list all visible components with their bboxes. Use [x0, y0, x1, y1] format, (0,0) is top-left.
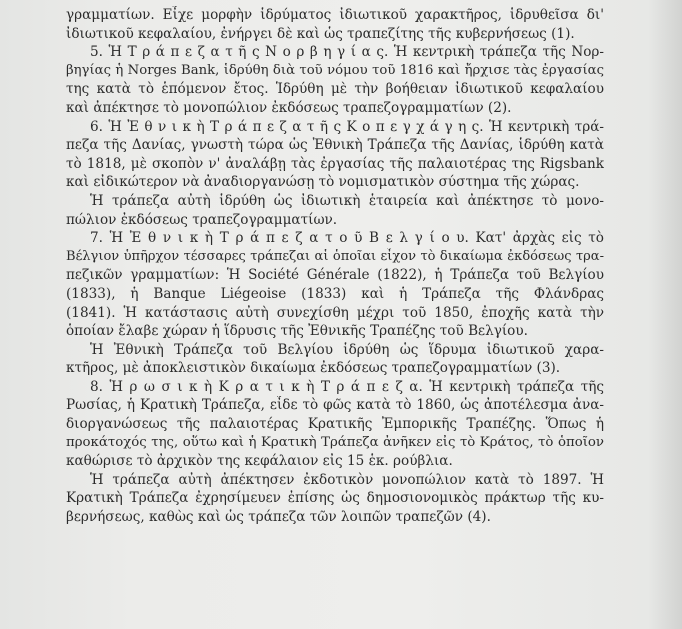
text-line: καὶ εἰδικώτερον νὰ ἀναδιοργανώσῃ τὸ νομισματικὸν σύστημα τῆς χώρας.: [66, 174, 580, 191]
text-line: (1841). Ἡ κατάστασις αὐτὴ συνεχίσθη μέχρι τοῦ 1850, ἐποχῆς κατὰ τὴν: [66, 304, 604, 321]
text-line: της κατὰ τὸ ἑπόμενον ἔτος. Ἱδρύθη μὲ τὴν βοήθειαν ἰδιωτικοῦ κεφαλαίου: [66, 81, 604, 98]
section-5-heading-line: 5. Ἡ Τ ρ ά π ε ζ α τ ῆ ς Ν ο ρ β η γ ί α ς. Ἡ κεντρικὴ τράπεζα τῆς Νορ-: [90, 44, 604, 61]
text-line: Ρωσίας, ἡ Κρατικὴ Τράπεζα, εἶδε τὸ φῶς κατὰ τὸ 1860, ὡς ἀποτέλεσμα ἀνα-: [66, 397, 604, 414]
text-line: διοργανώσεως τῆς παλαιοτέρας Κρατικῆς Ἐμπορικῆς Τραπέζης. Ὅπως ἡ: [66, 416, 604, 433]
text-line: Βέλγιον ὑπῆρχον τέσσαρες τράπεζαι αἱ ὁποῖαι εἶχον τὸ δικαίωμα ἐκδόσεως τρα-: [66, 248, 604, 264]
page-edge-shadow: [648, 0, 682, 629]
text-line: Ἡ Ἐθνικὴ Τράπεζα τοῦ Βελγίου ἱδρύθη ὡς ἵδρυμα ἰδιωτικοῦ χαρα-: [90, 341, 604, 358]
section-6-heading-line: 6. Ἡ Ἐ θ ν ι κ ὴ Τ ρ ά π ε ζ α τ ῆ ς Κ ο π ε γ χ ά γ η ς. Ἡ κεντρικὴ τρά-: [90, 118, 604, 135]
text-line: Ἡ τράπεζα αὐτὴ ἱδρύθη ὡς ἰδιωτικὴ ἑταιρεία καὶ ἀπέκτησε τὸ μονο-: [90, 192, 604, 209]
text-line: ὁποίαν ἔλαβε χώραν ἡ ἵδρυσις τῆς Ἐθνικῆς Τραπέζης τοῦ Βελγίου.: [66, 323, 528, 340]
text-line: Κρατικὴ Τράπεζα ἐχρησίμευεν ἐπίσης ὡς δημοσιονομικὸς πράκτωρ τῆς κυ-: [66, 490, 604, 507]
body-text: [66, 6, 604, 527]
text-line: πώλιον ἐκδόσεως τραπεζογραμματίων.: [66, 211, 338, 228]
text-line: (1833), ἡ Banque Liégeoise (1833) καὶ ἡ Τράπεζα τῆς Φλάνδρας: [66, 285, 604, 302]
text-line: καὶ ἀπέκτησε τὸ μονοπώλιον ἐκδόσεως τραπεζογραμματίων (2).: [66, 99, 512, 116]
text-line: Ἡ τράπεζα αὐτὴ ἀπέκτησεν ἐκδοτικὸν μονοπώλιον κατὰ τὸ 1897. Ἡ: [90, 471, 604, 488]
text-line: ἰδιωτικοῦ κεφαλαίου, ἐνήργει δὲ καὶ ὡς τραπεζίτης τῆς κυβερνήσεως (1).: [66, 25, 575, 42]
section-7-heading-line: 7. Ἡ Ἐ θ ν ι κ ὴ Τ ρ ά π ε ζ α τ ο ῦ Β ε λ γ ί ο υ. Κατ' ἀρχὰς εἰς τὸ: [90, 230, 604, 247]
text-line: κτῆρος, μὲ ἀποκλειστικὸν δικαίωμα ἐκδόσεως τραπεζογραμματίων (3).: [66, 360, 561, 377]
text-line: τὸ 1818, μὲ σκοπὸν ν' ἀναλάβῃ τὰς ἐργασίας τῆς παλαιοτέρας της Rigsbank: [66, 155, 604, 172]
text-line: πεζικῶν γραμματίων: Ἡ Société Générale (1822), ἡ Τράπεζα τοῦ Βελγίου: [66, 267, 604, 284]
section-8-heading-line: 8. Ἡ ρ ω σ ι κ ὴ Κ ρ α τ ι κ ὴ Τ ρ ά π ε ζ α. Ἡ κεντρικὴ τράπεζα τῆς: [90, 378, 604, 395]
text-line: γραμματίων. Εἶχε μορφὴν ἱδρύματος ἰδιωτικοῦ χαρακτῆρος, ἱδρυθεῖσα δι': [66, 7, 604, 23]
text-line: προκάτοχός της, οὕτω καὶ ἡ Κρατικὴ Τράπεζα ἀνῆκεν εἰς τὸ Κράτος, τὸ ὁποῖον: [66, 434, 604, 450]
text-line: καθώρισε τὸ ἀρχικὸν της κεφάλαιον εἰς 15 ἑκ. ρούβλια.: [66, 453, 453, 470]
text-line: πεζα τῆς Δανίας, γνωστὴ τώρα ὡς Ἐθνικὴ Τράπεζα τῆς Δανίας, ἱδρύθη κατὰ: [66, 137, 604, 154]
text-line: βηγίας ἡ Norges Bank, ἱδρύθη διὰ τοῦ νόμου τοῦ 1816 καὶ ἤρχισε τὰς ἐργασίας: [66, 62, 604, 78]
text-line: βερνήσεως, καθὼς καὶ ὡς τράπεζα τῶν λοιπῶν τραπεζῶν (4).: [66, 509, 491, 526]
